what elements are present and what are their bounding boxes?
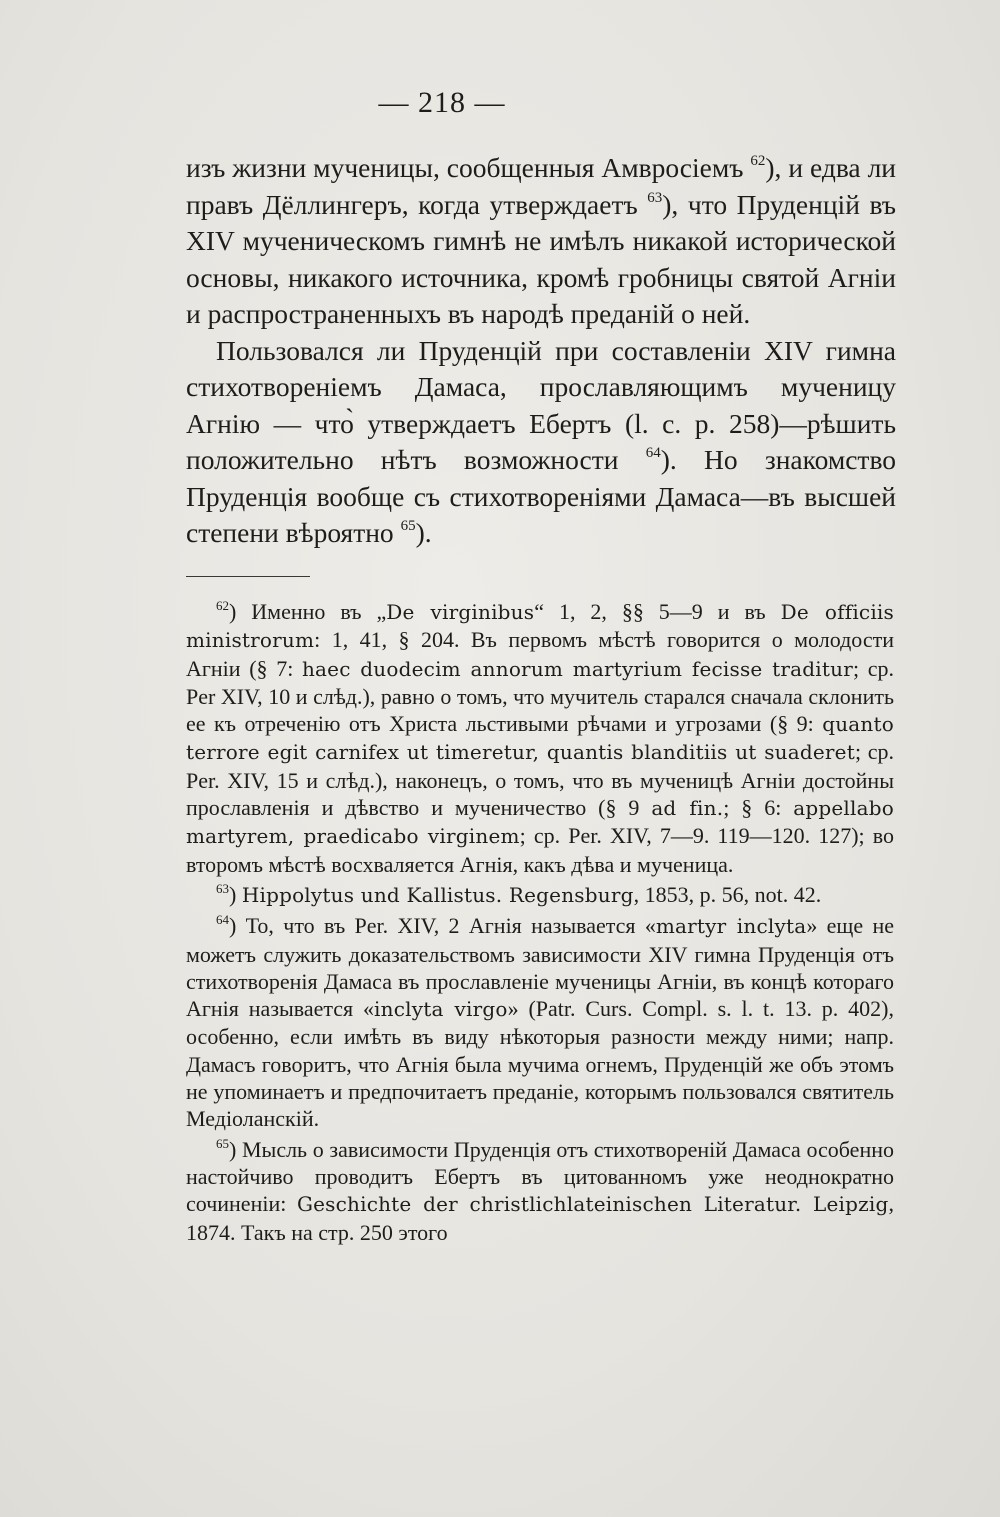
body-paragraph-2 bbox=[186, 333, 896, 552]
latin-text: Hippolytus und Kallistus. Regensburg bbox=[241, 882, 634, 907]
latin-text: ad fin. bbox=[651, 796, 724, 821]
footnote-number: 65 bbox=[216, 1135, 229, 1151]
latin-text: inclyta virgo bbox=[374, 997, 508, 1022]
latin-text: martyr inclyta bbox=[655, 914, 807, 939]
footnote-separator bbox=[186, 576, 310, 577]
footnote-65 bbox=[186, 1136, 894, 1246]
footnote-text: ; ср. Per. XIV, 7—9. 119—120. 127); во второмъ мѣстѣ восхваляется Агнія, какъ дѣва и мученица. bbox=[186, 823, 894, 877]
footnote-number: 62 bbox=[216, 598, 229, 613]
footnote-63 bbox=[186, 881, 894, 909]
latin-text: haec duodecim annorum martyrium fecisse traditur bbox=[301, 656, 853, 681]
body-p1-text-c: ), что Пруденцій въ XIV мученическомъ гимнѣ не имѣлъ никакой исторической основы, никакого источника, кромѣ гробницы святой Агніи и распространенныхъ въ народѣ преданій о ней. bbox=[186, 188, 896, 329]
footnote-text: ) Мысль о зависимости Пруденція отъ стихотвореній Дамаса особенно настойчиво проводитъ Ебертъ въ цитованномъ уже неоднократно сочиненіи: bbox=[186, 1136, 894, 1217]
footnote-text: ) bbox=[229, 881, 242, 907]
footnote-62 bbox=[186, 598, 894, 878]
footnote-text: » еще не можетъ служить доказательствомъ зависимости XIV гимна Пруденція отъ стихотворенія Дамаса въ прославленіе мученицы Агніи, въ концѣ котораго Агнія называется « bbox=[186, 913, 894, 1022]
footnote-text: ; ср. Per XIV, 10 и слѣд.), равно о томъ, что мучитель старался сначала склонить ее къ отреченію отъ Христа льстивыми рѣчами и угрозами (§ 9: bbox=[186, 655, 894, 737]
footnote-text: ) То, что въ Per. XIV, 2 Агнія называется « bbox=[229, 913, 656, 939]
footnote-text: : 1, 41, § 204. Въ первомъ мѣстѣ говорится о молодости Агніи (§ 7: bbox=[186, 627, 894, 681]
footnote-text: ; ср. Per. XIV, 15 и слѣд.), наконецъ, о томъ, что въ мученицѣ Агніи достойны прославленія и дѣвство и мученичество (§ 9 bbox=[186, 739, 894, 821]
latin-text: De virginibus bbox=[386, 600, 535, 624]
footnote-text: » (Patr. Curs. Compl. s. l. t. 13. p. 402), особенно, если имѣть въ виду нѣкоторыя разности между ними; напр. Дамасъ говоритъ, что Агнія была мучима огнемъ, Пруденцій же объ этомъ не упоминаетъ и предпочитаетъ преданіе, которымъ пользовался святитель Медіоланскій. bbox=[186, 996, 894, 1132]
body-p2-text-b: ). Но знакомство Пруденція вообще съ стихотвореніями Дамаса—въ высшей степени вѣроятно bbox=[186, 444, 896, 548]
footnote-text: , 1853, p. 56, not. 42. bbox=[633, 881, 822, 907]
body-p2-text-a: Пользовался ли Пруденцій при составленіи XIV гимна стихотвореніемъ Дамаса, прославляющимъ мученицу Агнію — что̀ утверждаетъ Ебертъ (l. c. p. 258)—рѣшить положительно нѣтъ возможности bbox=[186, 334, 896, 475]
main-text bbox=[186, 150, 896, 552]
body-p1-text-a: изъ жизни мученицы, сообщенныя Амвросіемъ bbox=[186, 152, 751, 183]
latin-text: De officiis ministrorum bbox=[186, 600, 894, 653]
footnote-ref-63[interactable]: 63 bbox=[647, 189, 663, 206]
footnote-number: 63 bbox=[216, 880, 229, 896]
footnote-64 bbox=[186, 912, 894, 1132]
footnote-text: “ 1, 2, §§ 5—9 и въ bbox=[534, 599, 781, 624]
footnote-ref-65[interactable]: 65 bbox=[400, 518, 416, 534]
footnote-number: 64 bbox=[216, 912, 229, 928]
latin-text: appellabo martyrem, praedicabo virginem bbox=[186, 796, 894, 849]
latin-text: Geschichte der christlichlateinischen Literatur. Leipzig bbox=[296, 1192, 889, 1217]
footnote-ref-62[interactable]: 62 bbox=[750, 153, 766, 169]
body-paragraph-1 bbox=[186, 150, 896, 333]
latin-text: quanto terrore egit carnifex ut timeretur, quantis blanditiis ut suaderet bbox=[186, 712, 894, 765]
footnote-text: ) Именно въ „ bbox=[229, 599, 387, 624]
page-number: — 218 — bbox=[378, 86, 506, 119]
footnote-ref-64[interactable]: 64 bbox=[645, 445, 661, 461]
body-p1-text-b: ), и едва ли правъ Дёллингеръ, когда утверждаетъ bbox=[186, 152, 897, 220]
body-p2-text-c: ). bbox=[415, 517, 432, 548]
footnote-text: ; § 6: bbox=[723, 795, 794, 821]
footnotes bbox=[186, 598, 894, 1249]
footnote-text: , 1874. Такъ на стр. 250 этого bbox=[186, 1191, 894, 1245]
